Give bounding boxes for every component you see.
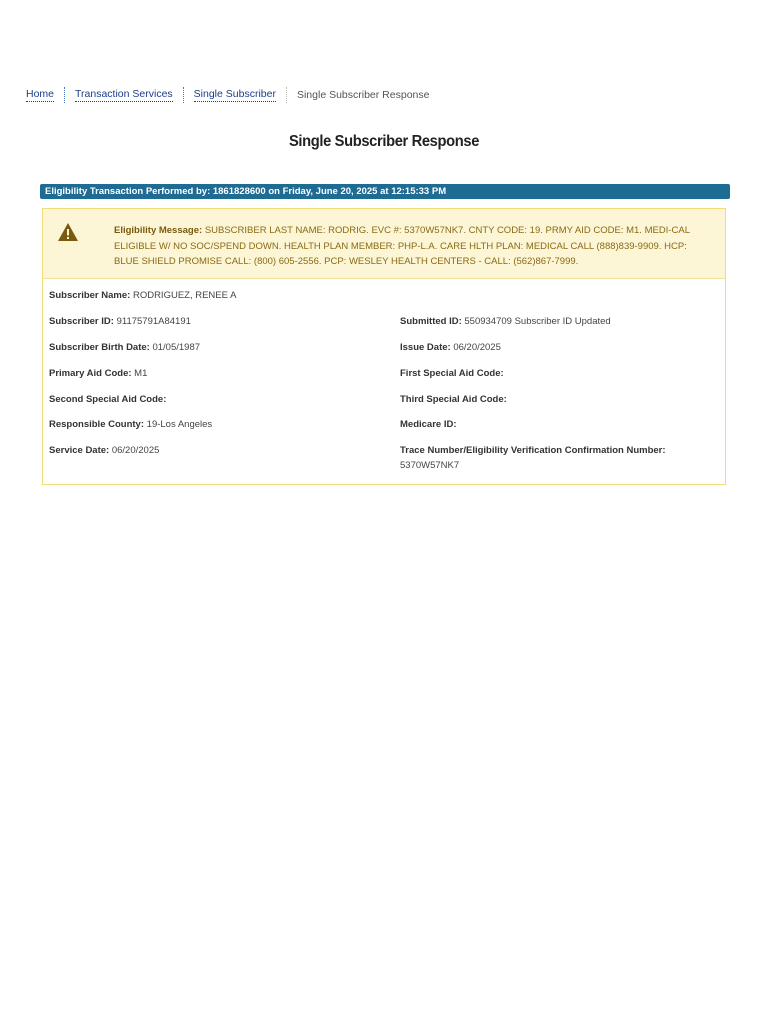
- subscriber-name-value: RODRIGUEZ, RENEE A: [132, 290, 237, 301]
- eligibility-message-text: [114, 223, 714, 270]
- eligibility-response-card: [42, 208, 726, 485]
- issue-date-value: 06/20/2025: [453, 342, 501, 353]
- field-label: Trace Number/Eligibility Verification Confirmation Number:: [400, 445, 666, 456]
- trace-number-field: [400, 443, 720, 473]
- eligibility-message-body: SUBSCRIBER LAST NAME: RODRIG. EVC #: 5370W57NK7. CNTY CODE: 19. PRMY AID CODE: M1. MEDI-CAL ELIGIBLE W/ NO SOC/SPEND DOWN. HEALTH PLAN MEMBER: PHP-L.A. CARE HLTH PLAN: MEDICAL CALL (888)839-9909. HCP: BLUE SHIELD PROMISE CALL: (800) 605-2556. PCP: WESLEY HEALTH CENTERS - CALL: (562)867-7999.: [114, 225, 690, 267]
- field-label: Service Date:: [49, 445, 110, 456]
- breadcrumb-separator: [286, 87, 287, 103]
- field-label: Third Special Aid Code:: [400, 394, 507, 405]
- breadcrumb-transaction-services-link[interactable]: Transaction Services: [75, 88, 173, 100]
- breadcrumb: [26, 87, 429, 103]
- field-label: Issue Date:: [400, 342, 451, 353]
- field-label: Subscriber Name:: [49, 290, 131, 301]
- subscriber-id-field: [49, 314, 191, 329]
- eligibility-message-label: Eligibility Message:: [114, 225, 203, 236]
- service-date-field: [49, 443, 159, 458]
- breadcrumb-separator: [183, 87, 184, 103]
- submitted-id-field: [400, 314, 720, 329]
- primary-aid-code-value: M1: [134, 368, 148, 379]
- primary-aid-code-field: [49, 366, 147, 381]
- medicare-id-field: [400, 417, 720, 432]
- field-label: First Special Aid Code:: [400, 368, 504, 379]
- warning-triangle-icon: [57, 222, 79, 242]
- responsible-county-value: 19-Los Angeles: [146, 419, 213, 430]
- submitted-id-value: 550934709 Subscriber ID Updated: [464, 316, 611, 327]
- issue-date-field: [400, 340, 720, 355]
- third-special-aid-code-field: [400, 392, 720, 407]
- service-date-value: 06/20/2025: [111, 445, 160, 456]
- eligibility-transaction-banner: Eligibility Transaction Performed by: 1861828600 on Friday, June 20, 2025 at 12:15:33 PM: [40, 184, 730, 199]
- field-label: Second Special Aid Code:: [49, 394, 167, 405]
- responsible-county-field: [49, 417, 212, 432]
- trace-number-value: 5370W57NK7: [400, 460, 460, 471]
- page-title: Single Subscriber Response: [288, 133, 480, 150]
- birth-date-field: [49, 340, 200, 355]
- field-label: Subscriber Birth Date:: [49, 342, 150, 353]
- eligibility-message-alert: [43, 209, 725, 279]
- subscriber-name-field: [49, 288, 236, 303]
- subscriber-id-value: 91175791A84191: [116, 316, 191, 327]
- breadcrumb-separator: [64, 87, 65, 103]
- field-label: Medicare ID:: [400, 419, 457, 430]
- birth-date-value: 01/05/1987: [152, 342, 201, 353]
- second-special-aid-code-field: [49, 392, 166, 407]
- breadcrumb-single-subscriber-link[interactable]: Single Subscriber: [193, 88, 276, 100]
- field-label: Subscriber ID:: [49, 316, 114, 327]
- breadcrumb-current: Single Subscriber Response: [296, 89, 430, 101]
- field-label: Submitted ID:: [400, 316, 462, 327]
- field-label: Primary Aid Code:: [49, 368, 132, 379]
- first-special-aid-code-field: [400, 366, 720, 381]
- field-label: Responsible County:: [49, 419, 145, 430]
- breadcrumb-home-link[interactable]: Home: [26, 88, 55, 100]
